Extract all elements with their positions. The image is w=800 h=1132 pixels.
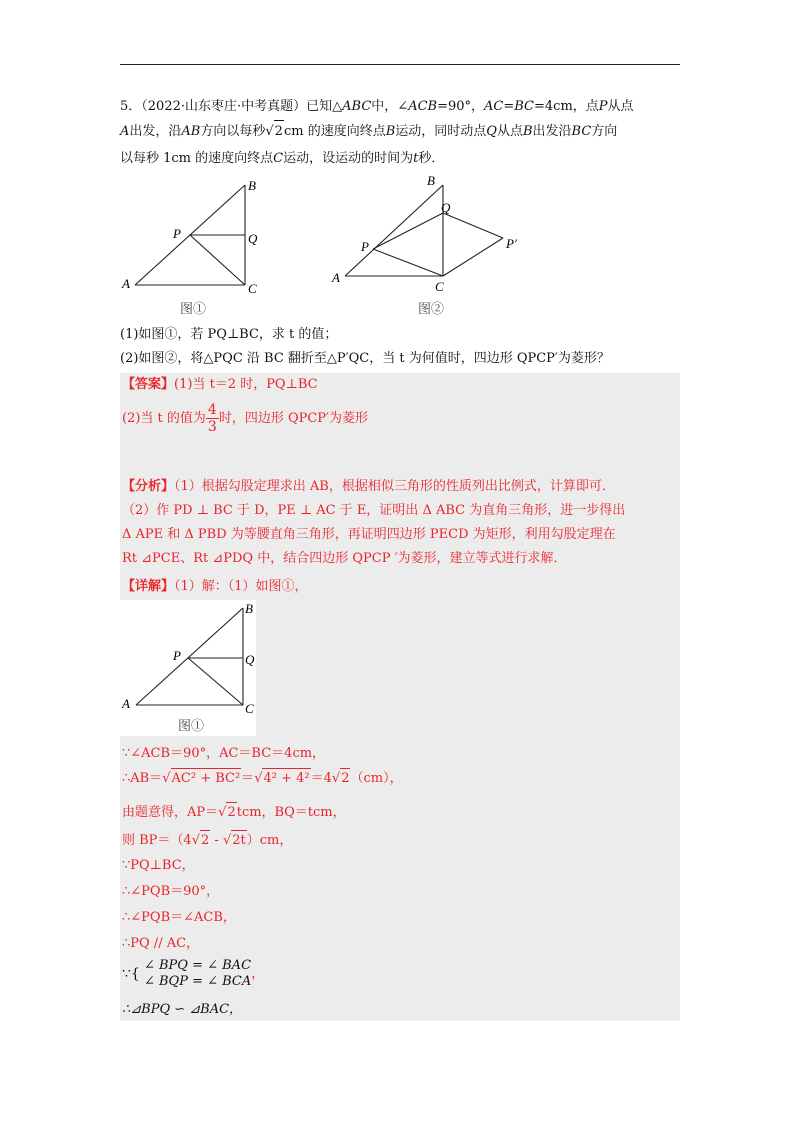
- solution-step-4: 则 BP＝（4√2 - √2t）cm，: [122, 830, 292, 851]
- answer-line-2: (2)当 t 的值为 $\frac{4}{3}$ 时，四边形 QPCP′为菱形: [122, 402, 369, 435]
- solution-step-1: ∵∠ACB＝90°，AC＝BC＝4cm，: [122, 746, 326, 761]
- solution-step-7: ∴∠PQB＝∠ACB，: [122, 910, 236, 925]
- solution-step-3: 由题意得，AP＝√2tcm，BQ＝tcm，: [122, 802, 346, 823]
- fig1-label-b: B: [248, 178, 256, 193]
- fig1-label-q: Q: [248, 231, 258, 246]
- fig1-caption: 图①: [180, 302, 207, 317]
- question-line-2: A出发，沿AB方向以每秒√2cm 的速度向终点B运动，同时动点Q从点B出发沿BC方向: [120, 120, 680, 143]
- solution-step-6: ∴∠PQB＝90°，: [122, 884, 220, 899]
- answer-line-1: 【答案】(1)当 t＝2 时，PQ⊥BC: [122, 377, 318, 392]
- solution-step-5: ∵PQ⊥BC，: [122, 858, 195, 873]
- detail-fig-label-a: A: [122, 696, 130, 711]
- question-line-3: 以每秒 1cm 的速度向终点C运动，设运动的时间为t秒．: [120, 151, 445, 166]
- detail-fig-caption: 图①: [178, 718, 205, 733]
- question-line-1: 5．（2022·山东枣庄·中考真题）已知△ABC中，∠ACB=90°，AC=BC=4cm，点P从点: [120, 99, 634, 114]
- fig2-label-b: B: [427, 173, 435, 188]
- figure-2: [325, 170, 530, 295]
- fig2-label-p: P: [361, 239, 369, 254]
- fig1-label-a: A: [122, 276, 130, 291]
- figure-1: [115, 175, 270, 300]
- detail-fig-label-c: C: [245, 701, 254, 716]
- solution-step-2: ∴AB＝√AC² + BC²＝√4² + 4²＝4√2（cm），: [122, 768, 403, 789]
- analysis-line-4: Rt ⊿PCE、Rt ⊿PDQ 中，结合四边形 QPCP ′为菱形，建立等式进行求解．: [122, 551, 567, 566]
- solution-step-8: ∴PQ // AC，: [122, 936, 200, 951]
- header-rule: [120, 64, 680, 65]
- analysis-line-3: Δ APE 和 Δ PBD 为等腰直角三角形，再证明四边形 PECD 为矩形，利用勾股定理在: [122, 527, 616, 542]
- detail-fig-label-p: P: [173, 648, 181, 663]
- analysis-line-1: 【分析】（1）根据勾股定理求出 AB，根据相似三角形的性质列出比例式，计算即可．: [122, 479, 615, 494]
- fig1-label-p: P: [173, 226, 181, 241]
- answer-fraction: $\frac{4}{3}$: [207, 402, 217, 435]
- analysis-line-2: （2）作 PD ⊥ BC 于 D，PE ⊥ AC 于 E，证明出 Δ ABC 为直角三角形，进一步得出: [122, 503, 626, 518]
- question-part-1: (1)如图①，若 PQ⊥BC，求 t 的值；: [120, 327, 338, 342]
- detail-fig-label-b: B: [245, 601, 253, 616]
- solution-step-9: ∵{ ∠ BPQ = ∠ BAC ∠ BQP = ∠ BCA ，: [122, 958, 265, 989]
- detail-intro: 【详解】（1）解：（1）如图①，: [122, 579, 308, 594]
- solution-step-10: ∴⊿BPQ ∽ ⊿BAC，: [122, 1002, 243, 1017]
- fig2-caption: 图②: [418, 302, 445, 317]
- detail-figure-1: [118, 600, 256, 736]
- fig2-label-p-prime: P′: [506, 236, 517, 251]
- fig2-label-a: A: [332, 270, 340, 285]
- detail-fig-label-q: Q: [245, 652, 255, 667]
- fig1-label-c: C: [248, 281, 257, 296]
- fig2-label-c: C: [435, 279, 444, 294]
- fig2-label-q: Q: [441, 200, 451, 215]
- question-part-2: (2)如图②，将△PQC 沿 BC 翻折至△P′QC，当 t 为何值时，四边形 QPCP′为菱形？: [120, 351, 610, 366]
